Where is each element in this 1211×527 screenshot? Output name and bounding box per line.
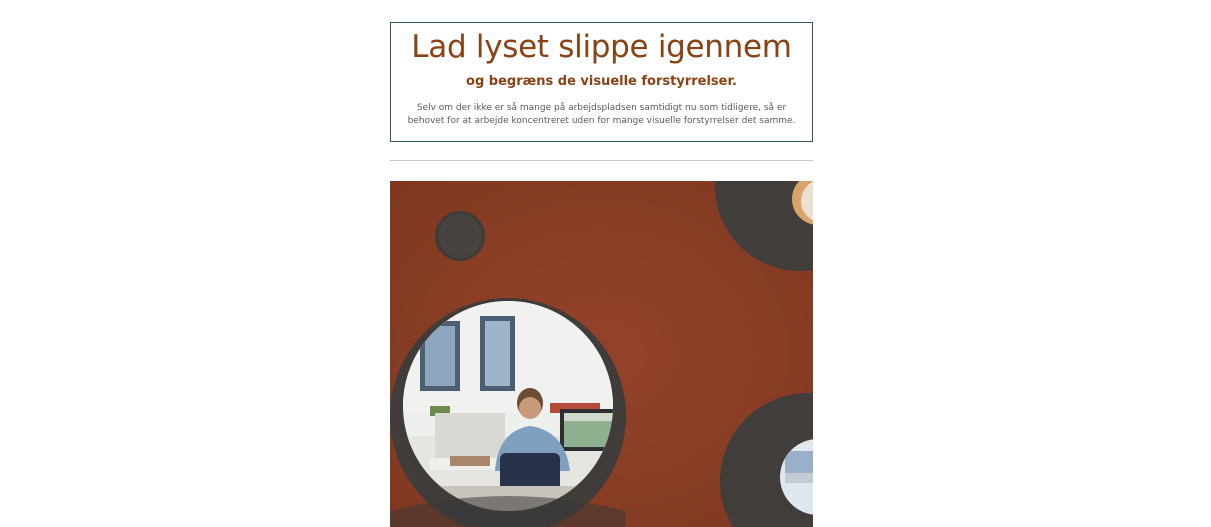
hero-box	[390, 22, 813, 142]
photo-illustration	[390, 181, 813, 527]
intro-text: Selv om der ikke er så mange på arbejdspladsen samtidigt nu som tidligere, så er behovet for at arbejde koncentreret uden for mange visuelle forstyrrelser det samme.	[407, 103, 796, 126]
hero-image[interactable]	[390, 181, 813, 527]
divider	[390, 160, 813, 161]
page-title: Lad lyset slippe igennem	[411, 29, 792, 65]
page-subtitle: og begræns de visuelle forstyrrelser.	[466, 74, 737, 89]
